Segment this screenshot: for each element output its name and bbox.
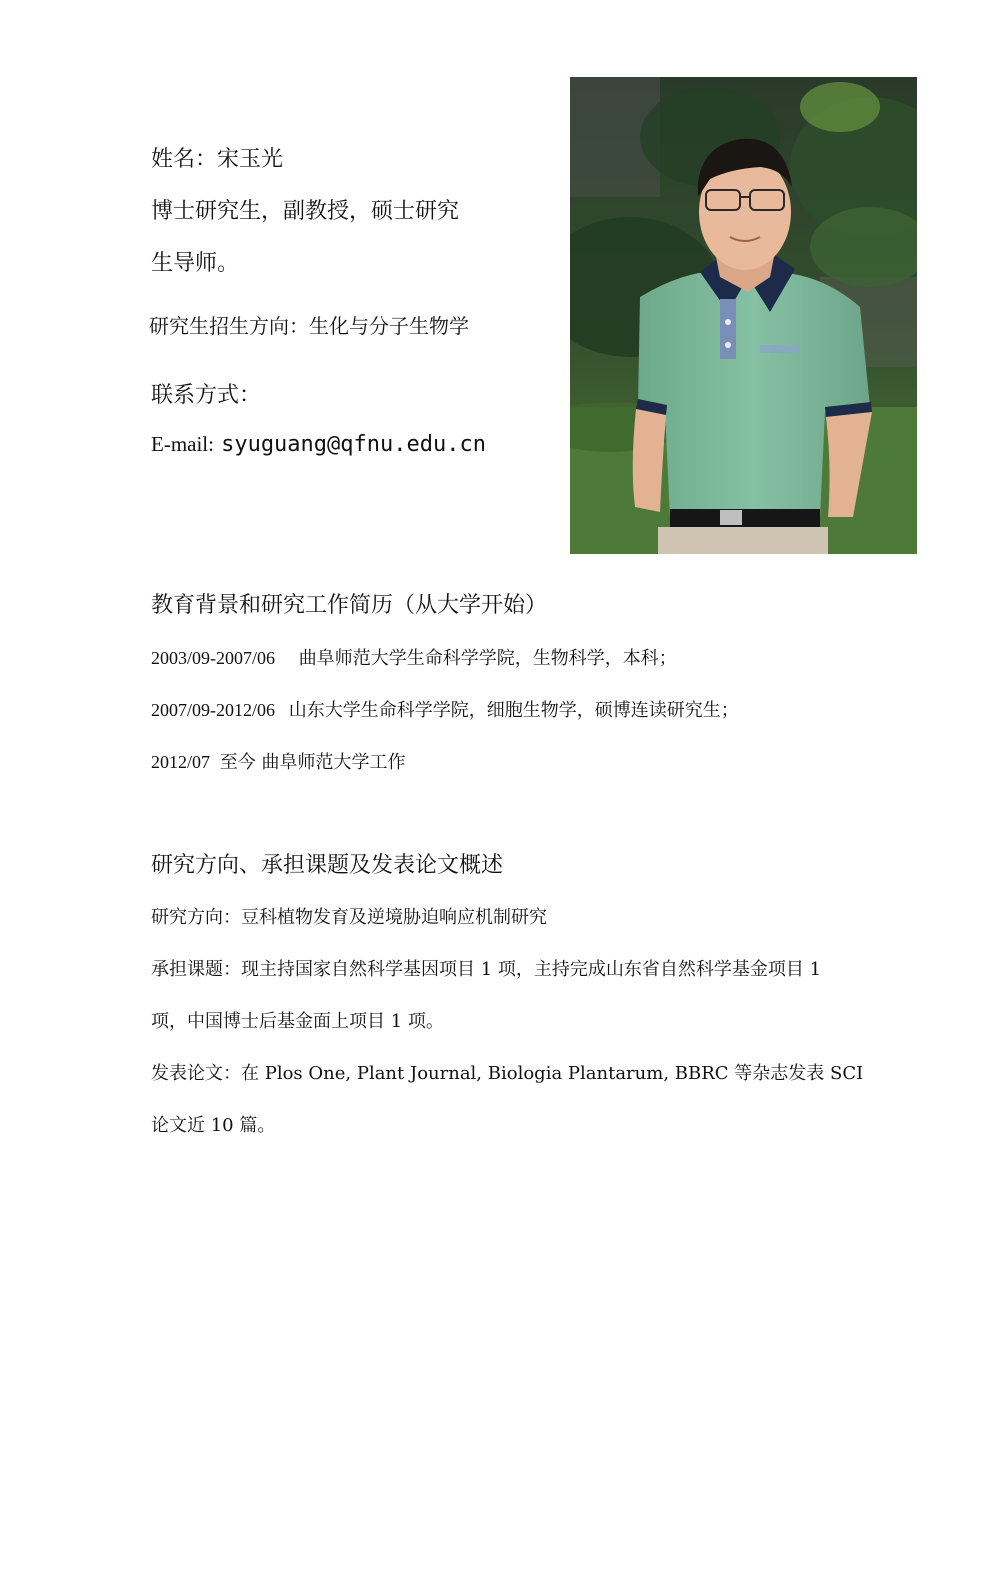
education-entry: [151, 645, 677, 672]
research-heading: 研究方向、承担课题及发表论文概述: [151, 853, 504, 878]
research-direction: 研究方向：豆科植物发育及逆境胁迫响应机制研究: [151, 907, 547, 928]
research-projects-line-1: 承担课题：现主持国家自然科学基因项目 1 项，主持完成山东省自然科学基金项目 1: [151, 959, 822, 980]
email-row: [151, 432, 486, 457]
portrait-photo: [570, 77, 917, 554]
research-papers-line-1: 发表论文：在 Plos One, Plant Journal, Biologia Plantarum, BBRC 等杂志发表 SCI: [151, 1063, 864, 1084]
education-period: 2007/09-2012/06: [151, 700, 275, 720]
education-heading: 教育背景和研究工作简历（从大学开始）: [151, 593, 548, 618]
education-detail: 至今 曲阜师范大学工作: [219, 752, 406, 773]
education-entry: [151, 697, 739, 724]
education-period: 2012/07: [151, 752, 211, 772]
education-period: 2003/09-2007/06: [151, 648, 275, 668]
email-label: E-mail:: [151, 432, 214, 456]
research-papers-line-2: 论文近 10 篇。: [151, 1115, 276, 1136]
direction-line: 研究生招生方向：生化与分子生物学: [149, 314, 469, 338]
education-entry: [151, 749, 405, 776]
education-detail: 山东大学生命科学学院，细胞生物学，硕博连读研究生；: [288, 700, 739, 721]
contact-label: 联系方式：: [151, 383, 262, 408]
email-link[interactable]: syuguang@qfnu.edu.cn: [221, 432, 486, 457]
title-line-1: 博士研究生，副教授，硕士研究: [151, 199, 460, 224]
name-line: 姓名：宋玉光: [151, 147, 284, 172]
education-detail: 曲阜师范大学生命科学学院，生物科学，本科；: [298, 648, 677, 669]
research-projects-line-2: 项，中国博士后基金面上项目 1 项。: [151, 1011, 444, 1032]
title-line-2: 生导师。: [151, 251, 240, 276]
